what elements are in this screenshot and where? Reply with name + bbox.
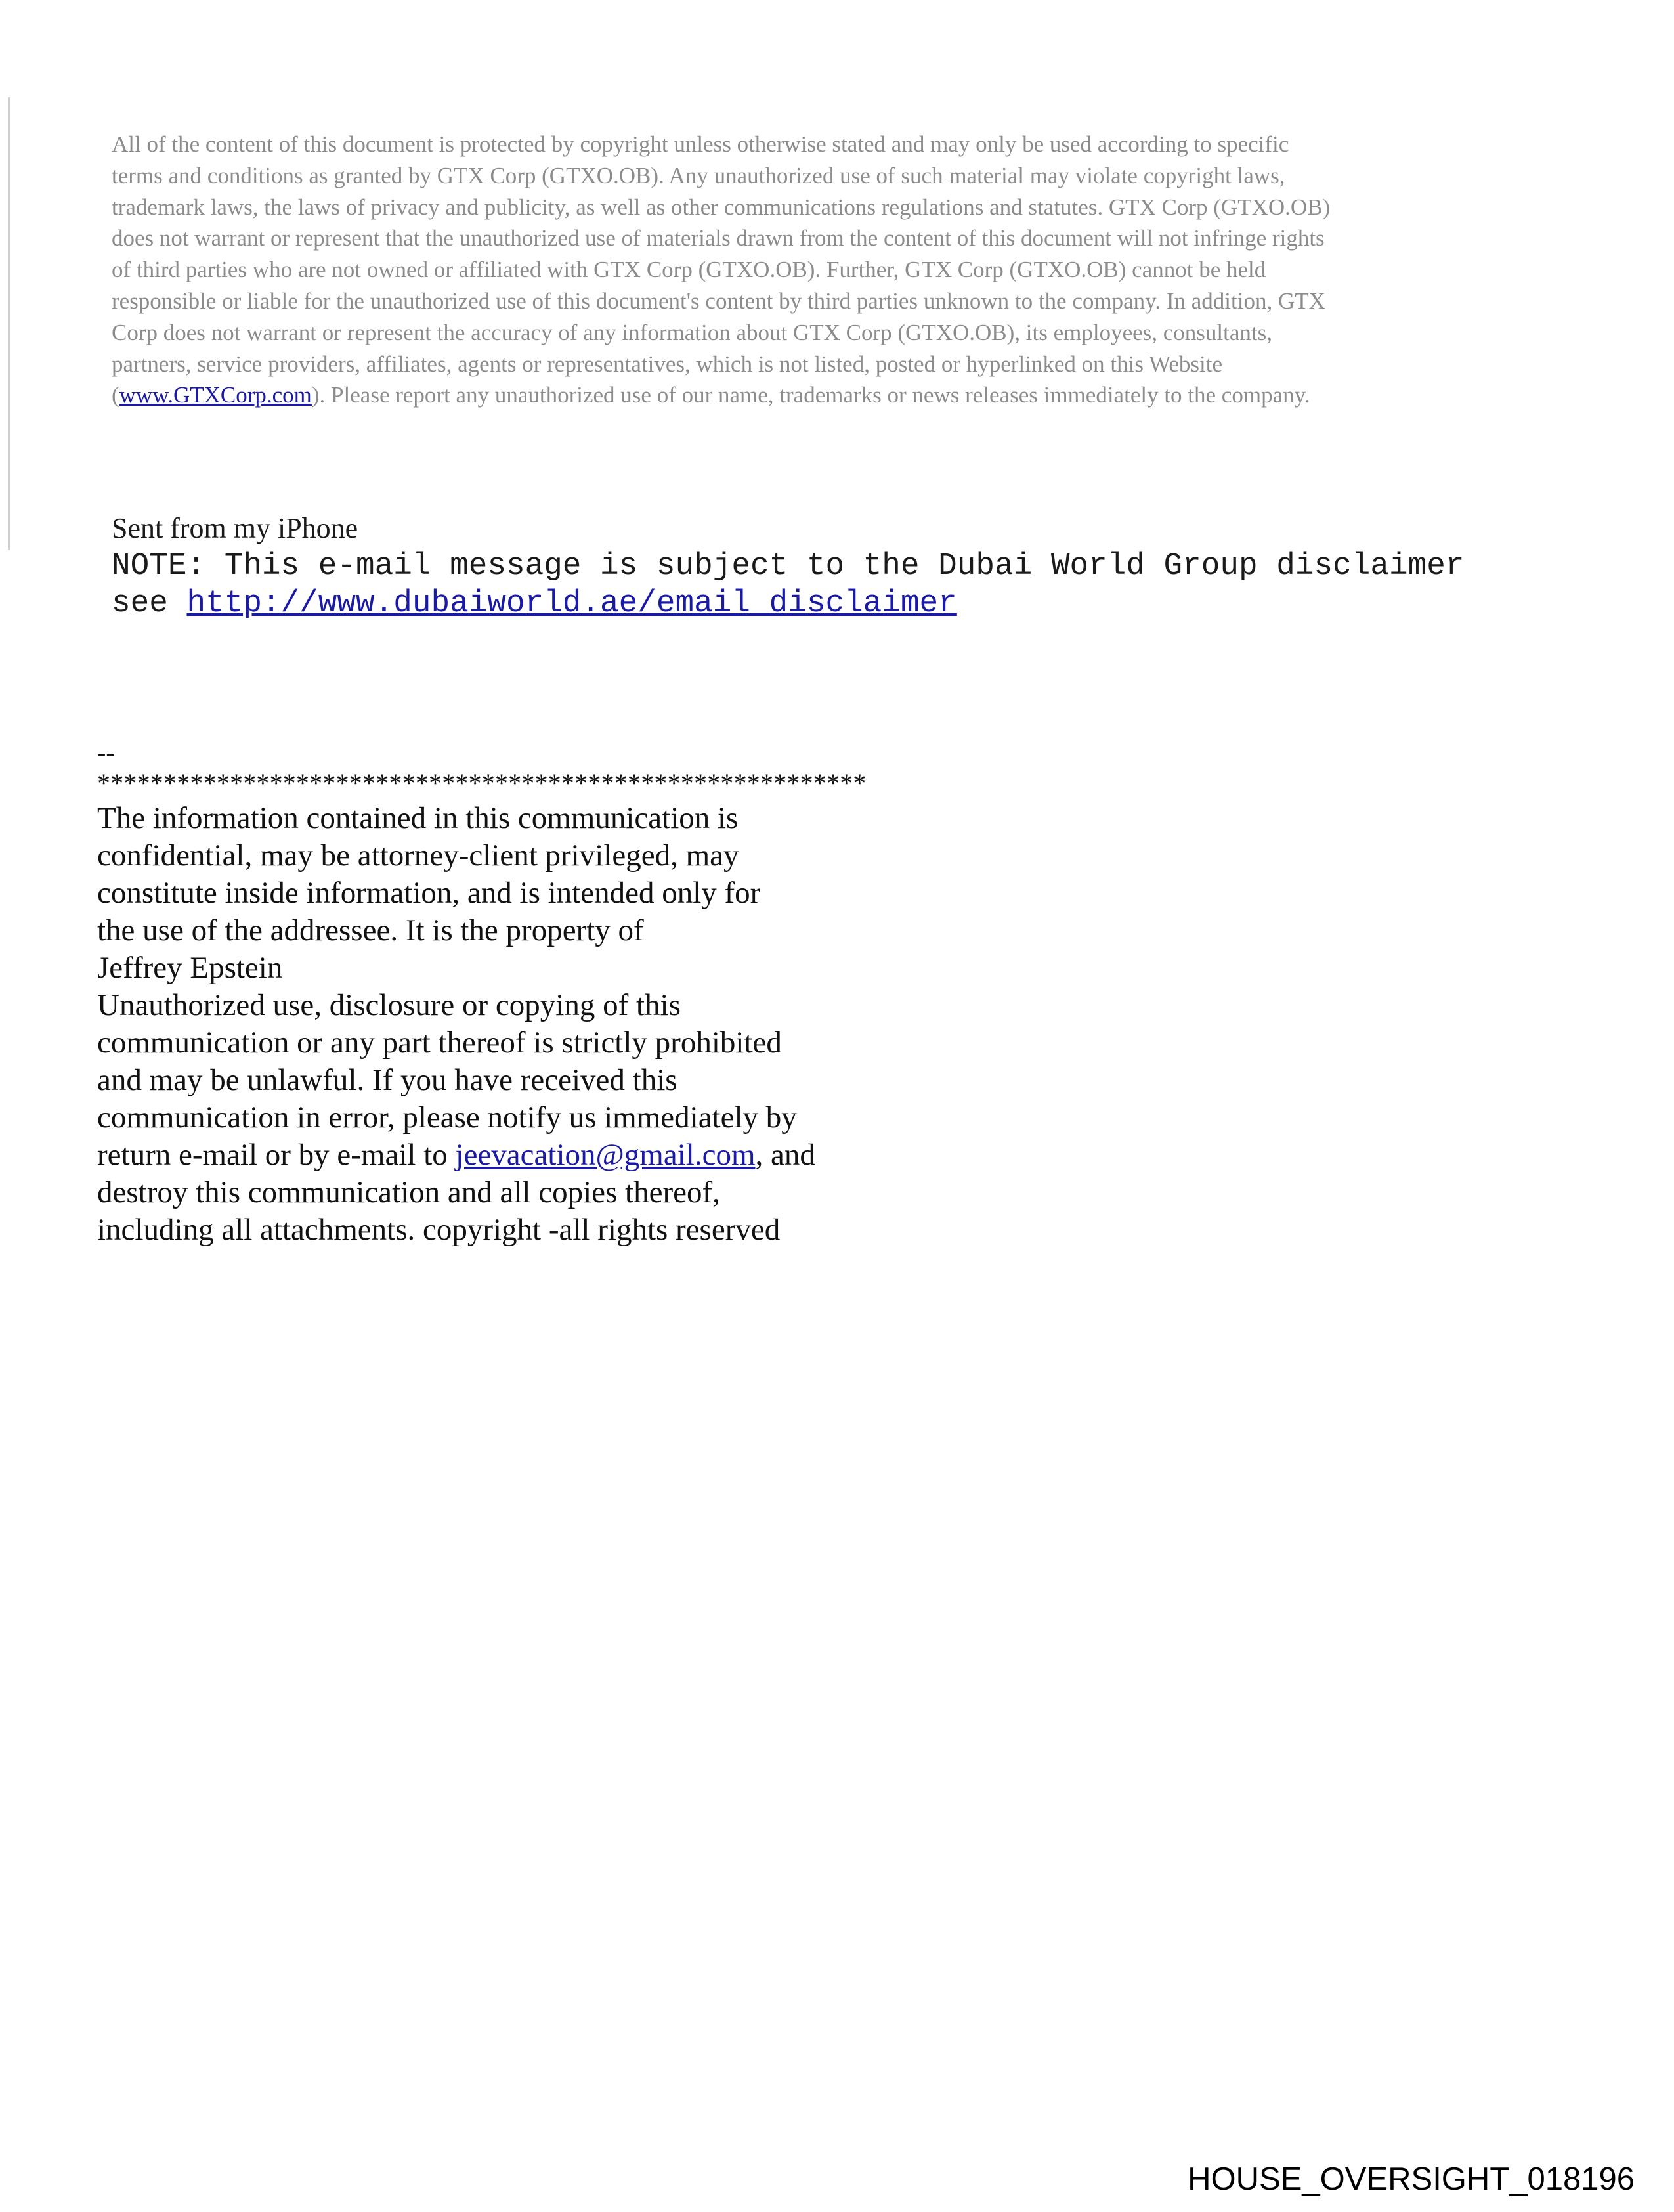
signature-line: constitute inside information, and is intended only for — [97, 876, 761, 910]
copyright-line: terms and conditions as granted by GTX Corp (GTXO.OB). Any unauthorized use of such material may violate copyright laws, — [112, 162, 1285, 188]
signature-line: the use of the addressee. It is the property of — [97, 913, 644, 947]
copyright-line: All of the content of this document is protected by copyright unless otherwise stated and may only be used according to specific — [112, 131, 1289, 157]
note-see-prefix: see — [112, 586, 187, 621]
signature-line: Unauthorized use, disclosure or copying of this — [97, 988, 681, 1022]
gtxcorp-website-link[interactable]: www.GTXCorp.com — [119, 382, 312, 408]
signature-line: including all attachments. copyright -all rights reserved — [97, 1213, 781, 1247]
copyright-line: does not warrant or represent that the unauthorized use of materials drawn from the content of this document will not infringe rights — [112, 225, 1325, 251]
sent-from-signature: Sent from my iPhone — [112, 512, 358, 544]
quoted-reply-bar — [8, 97, 10, 550]
email-prefix: return e-mail or by e-mail to — [97, 1138, 456, 1172]
dubai-world-note — [112, 548, 1464, 622]
copyright-line: Corp does not warrant or represent the accuracy of any information about GTX Corp (GTXO.OB), its employees, consultants, — [112, 319, 1272, 345]
copyright-line: responsible or liable for the unauthorized use of this document's content by third parties unknown to the company. In addition, GTX — [112, 288, 1325, 314]
note-line: NOTE: This e-mail message is subject to the Dubai World Group disclaimer — [112, 548, 1465, 584]
confidentiality-signature — [97, 738, 867, 1249]
signature-line: destroy this communication and all copies thereof, — [97, 1175, 720, 1209]
signature-line: and may be unlawful. If you have received this — [97, 1063, 677, 1097]
contact-email-link[interactable]: jeevacation@gmail.com — [455, 1138, 756, 1172]
open-paren: ( — [112, 382, 119, 408]
copyright-line-end: ). Please report any unauthorized use of our name, trademarks or news releases immediately to the company. — [311, 382, 1310, 408]
asterisk-divider: ********************************************************** — [97, 768, 867, 798]
dubai-world-disclaimer-link[interactable]: http://www.dubaiworld.ae/email_disclaimer — [186, 586, 957, 621]
email-suffix: , and — [755, 1138, 815, 1172]
confidentiality-text — [97, 800, 867, 1249]
gtx-copyright-notice — [112, 129, 1589, 411]
signature-line: communication or any part thereof is strictly prohibited — [97, 1026, 782, 1060]
copyright-line: partners, service providers, affiliates, agents or representatives, which is not listed, posted or hyperlinked on this Website — [112, 351, 1222, 377]
signature-line: Jeffrey Epstein — [97, 951, 283, 985]
copyright-line: of third parties who are not owned or affiliated with GTX Corp (GTXO.OB). Further, GTX Corp (GTXO.OB) cannot be held — [112, 257, 1266, 283]
signature-line: The information contained in this communication is — [97, 801, 739, 835]
signature-line: communication in error, please notify us immediately by — [97, 1100, 797, 1135]
copyright-line: trademark laws, the laws of privacy and publicity, as well as other communications regulations and statutes. GTX Corp (GTXO.OB) — [112, 194, 1331, 220]
signature-line: confidential, may be attorney-client privileged, may — [97, 838, 739, 873]
bates-number: HOUSE_OVERSIGHT_018196 — [1188, 2161, 1635, 2197]
signature-separator: -- — [97, 738, 115, 768]
